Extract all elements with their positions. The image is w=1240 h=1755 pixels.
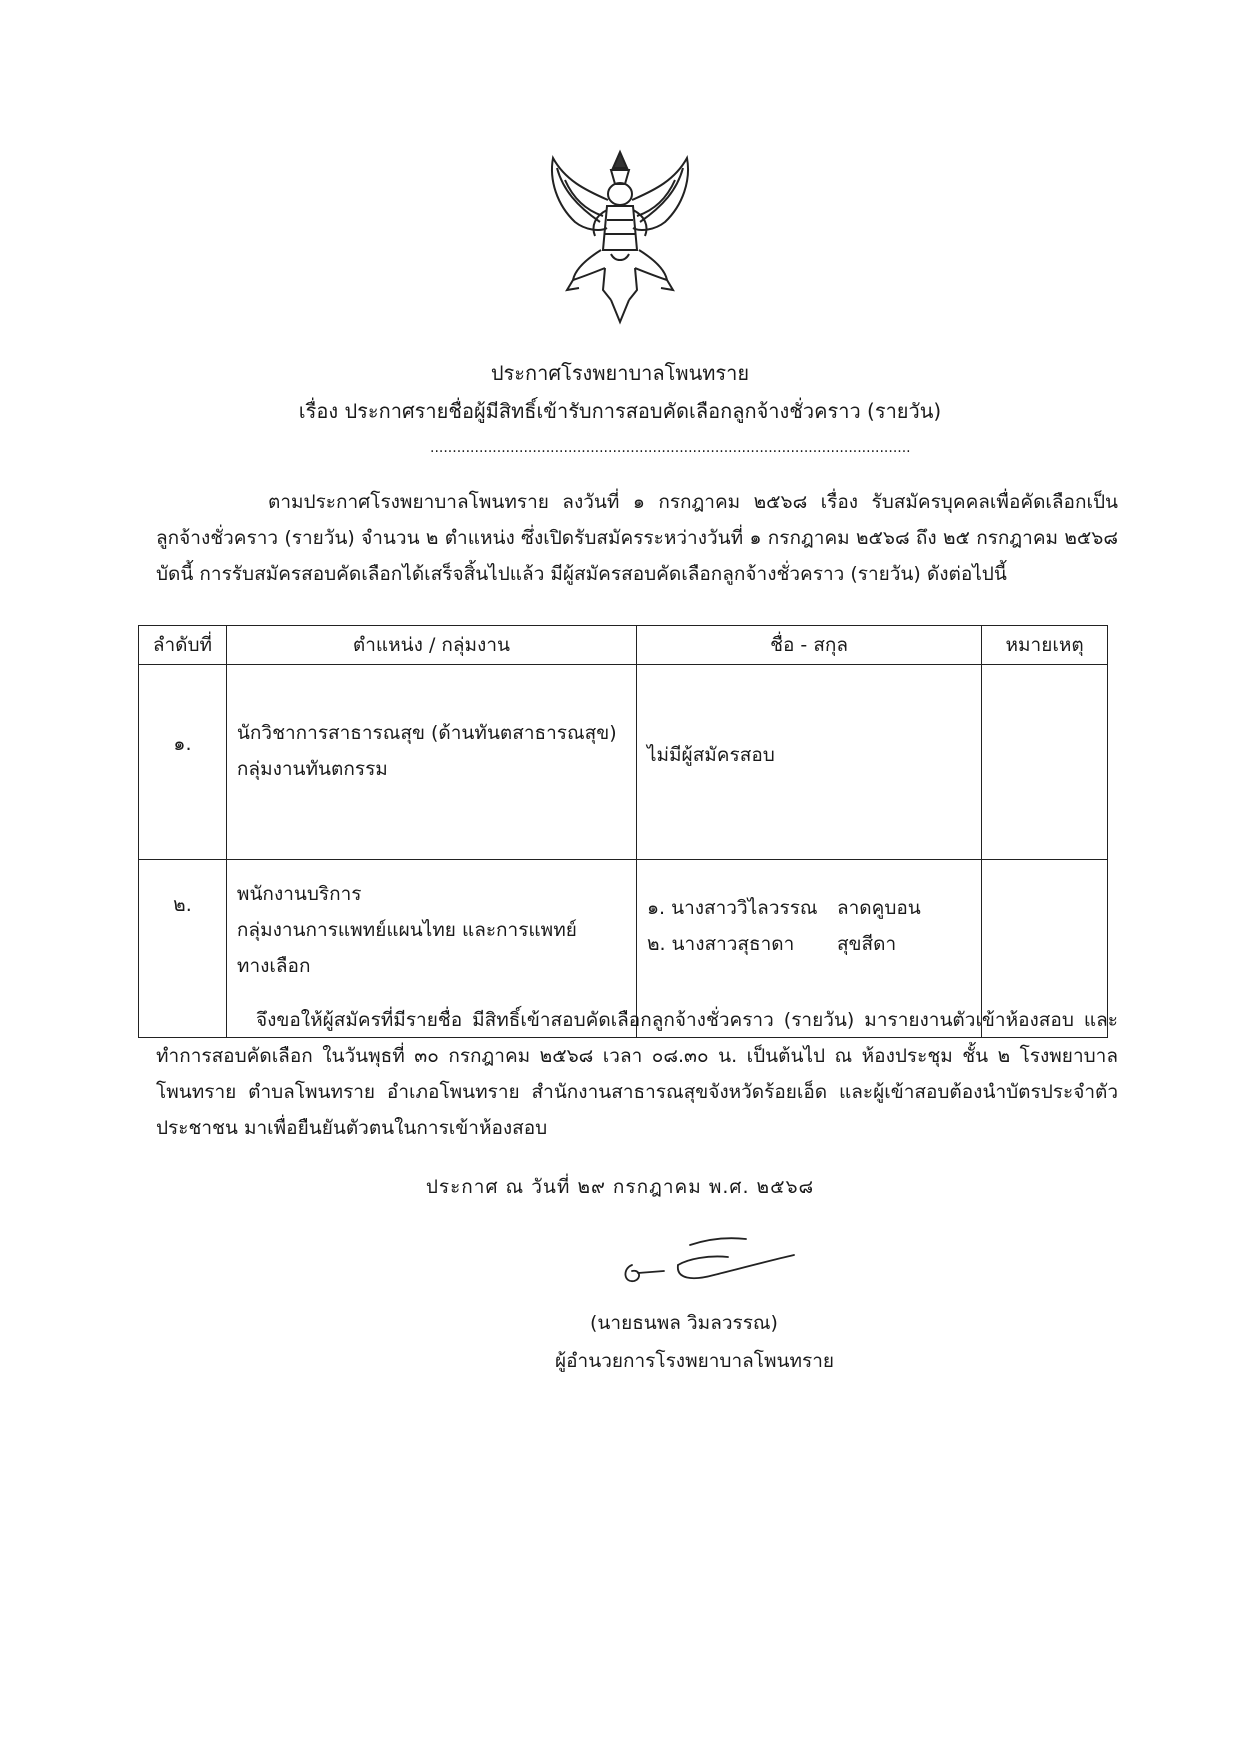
signatory-position: ผู้อำนวยการโรงพยาบาลโพนทราย bbox=[555, 1350, 835, 1372]
row-remark bbox=[982, 665, 1108, 860]
row-number: ๒. bbox=[139, 860, 227, 1038]
intro-paragraph: ตามประกาศโรงพยาบาลโพนทราย ลงวันที่ ๑ กรกฎาคม ๒๕๖๘ เรื่อง รับสมัครบุคคลเพื่อคัดเลือกเป็นลูกจ้างชั่วคราว (รายวัน) จำนวน ๒ ตำแหน่ง ซึ่งเปิดรับสมัครระหว่างวันที่ ๑ กรกฎาคม ๒๕๖๘ ถึง ๒๕ กรกฎาคม ๒๕๖๘ บัดนี้ การรับสมัครสอบคัดเลือกได้เสร็จสิ้นไปแล้ว มีผู้สมัครสอบคัดเลือกลูกจ้างชั่วคราว (รายวัน) ดังต่อไปนี้ bbox=[156, 491, 1118, 585]
header-no: ลำดับที่ bbox=[139, 626, 227, 665]
signatory-name: (นายธนพล วิมลวรรณ) bbox=[590, 1312, 778, 1334]
applicant-entry bbox=[647, 926, 971, 962]
garuda-emblem-icon bbox=[545, 150, 695, 325]
header-name: ชื่อ - สกุล bbox=[636, 626, 981, 665]
applicant-table bbox=[138, 625, 1108, 1038]
header-position: ตำแหน่ง / กลุ่มงาน bbox=[226, 626, 636, 665]
applicant-name: ๑. นางสาววิไลวรรณ bbox=[646, 897, 818, 919]
applicant-entry bbox=[647, 890, 971, 926]
row-number: ๑. bbox=[139, 665, 227, 860]
row-applicant: ไม่มีผู้สมัครสอบ bbox=[636, 665, 981, 860]
applicant-surname: ลาดคูบอน bbox=[836, 897, 921, 919]
table-row bbox=[139, 665, 1108, 860]
position-group: กลุ่มงานทันตกรรม bbox=[236, 758, 388, 780]
announcement-subject: เรื่อง ประกาศรายชื่อผู้มีสิทธิ์เข้ารับการสอบคัดเลือกลูกจ้างชั่วคราว (รายวัน) bbox=[298, 399, 942, 423]
position-group: กลุ่มงานการแพทย์แผนไทย และการแพทย์ bbox=[236, 919, 577, 941]
header-remark: หมายเหตุ bbox=[982, 626, 1108, 665]
table-header-row bbox=[139, 626, 1108, 665]
issue-date: ประกาศ ณ วันที่ ๒๙ กรกฎาคม พ.ศ. ๒๕๖๘ bbox=[425, 1176, 815, 1198]
row-position bbox=[226, 665, 636, 860]
position-group-cont: ทางเลือก bbox=[236, 955, 311, 977]
applicant-name: ๒. นางสาวสุธาดา bbox=[646, 933, 795, 955]
position-title: พนักงานบริการ bbox=[236, 883, 362, 905]
dotted-divider: ............................................................................................................ bbox=[430, 440, 911, 456]
instructions-paragraph: จึงขอให้ผู้สมัครที่มีรายชื่อ มีสิทธิ์เข้าสอบคัดเลือกลูกจ้างชั่วคราว (รายวัน) มารายงานตัวเข้าห้องสอบ และ ทำการสอบคัดเลือก ในวันพุธที่ ๓๐ กรกฎาคม ๒๕๖๘ เวลา ๐๘.๓๐ น. เป็นต้นไป ณ ห้องประชุม ชั้น ๒ โรงพยาบาลโพนทราย ตำบลโพนทราย อำเภอโพนทราย สำนักงานสาธารณสุขจังหวัดร้อยเอ็ด และผู้เข้าสอบต้องนำบัตรประจำตัวประชาชน มาเพื่อยืนยันตัวตนในการเข้าห้องสอบ bbox=[156, 1009, 1118, 1139]
position-title: นักวิชาการสาธารณสุข (ด้านทันตสาธารณสุข) bbox=[236, 722, 617, 744]
applicant-surname: สุขสีดา bbox=[836, 933, 897, 955]
signature-mark bbox=[618, 1225, 798, 1295]
announcement-title: ประกาศโรงพยาบาลโพนทราย bbox=[490, 361, 750, 385]
